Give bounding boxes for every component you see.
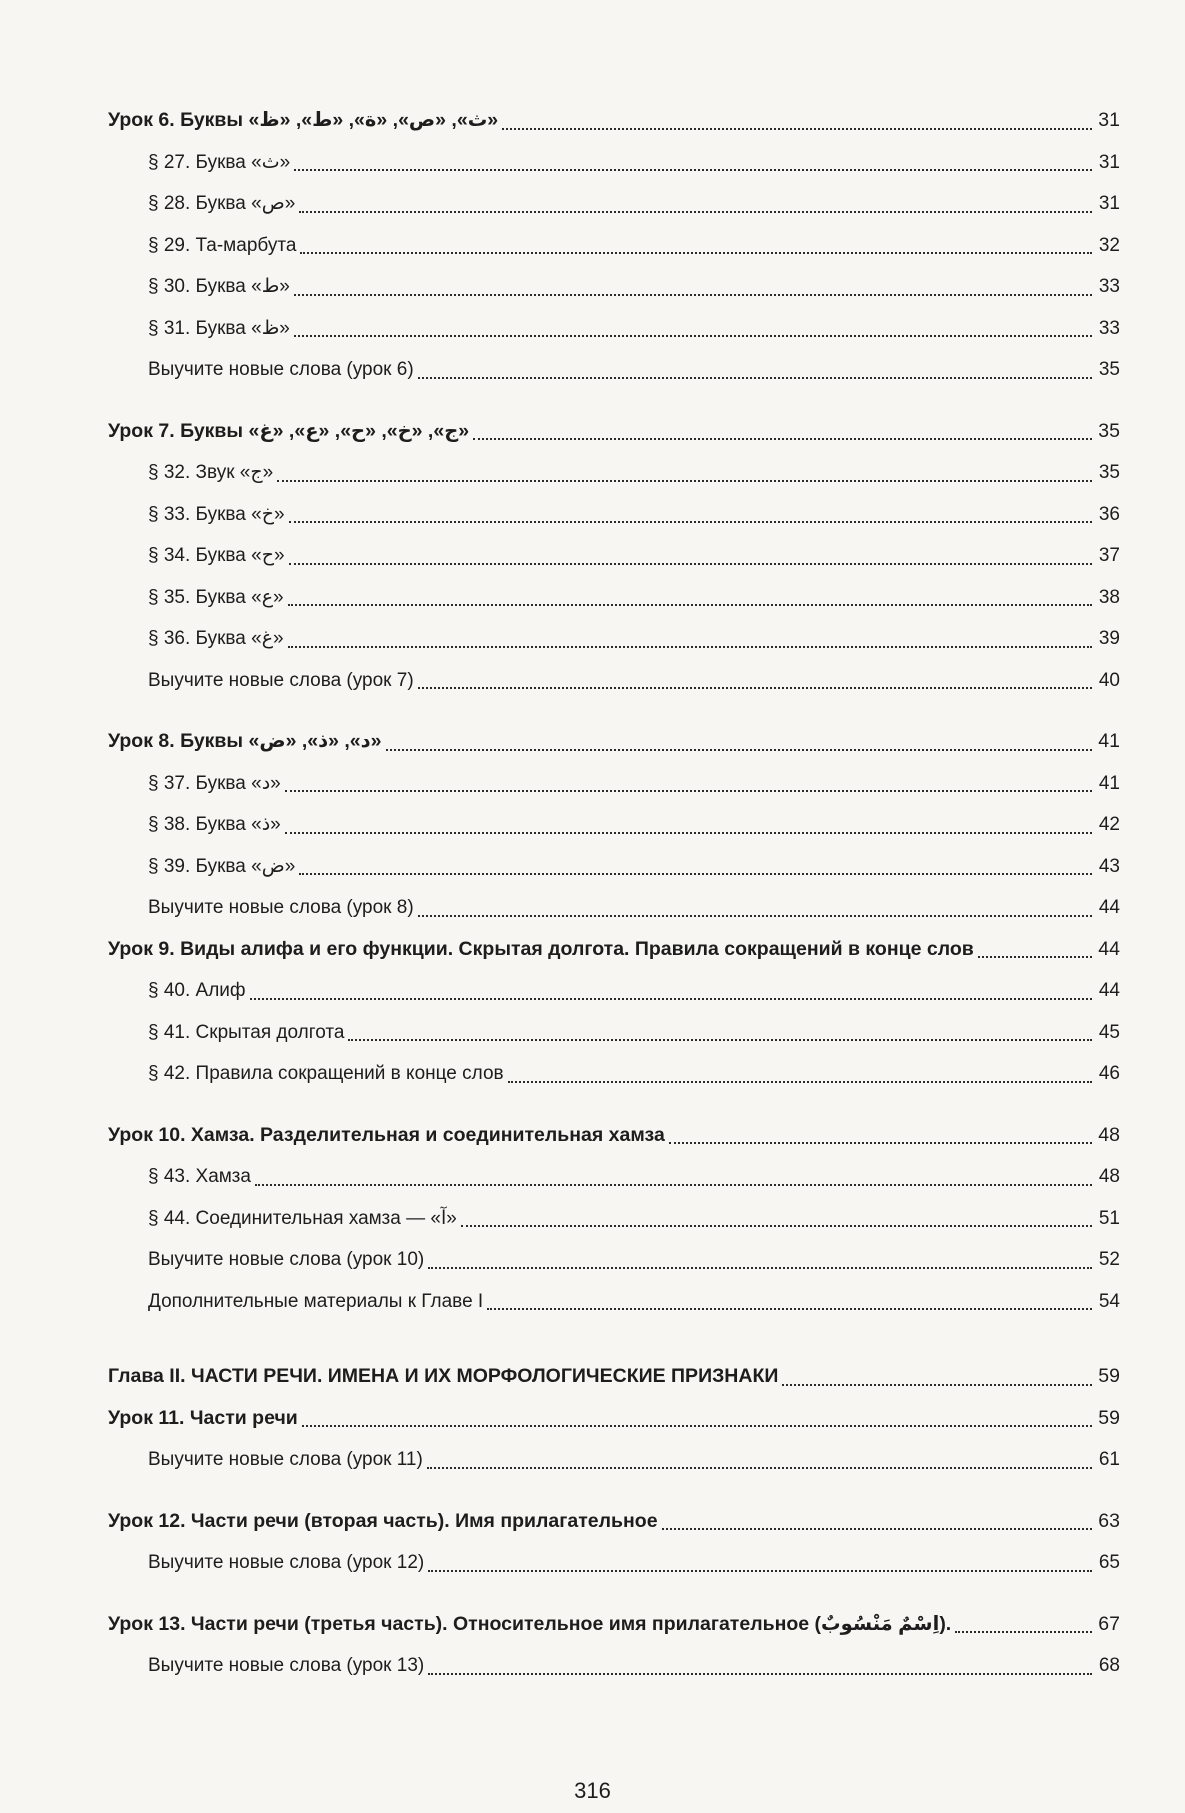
toc-entry-page: 67 [1098,1612,1120,1635]
table-of-contents [108,100,1120,1687]
toc-entry-title: Урок 9. Виды алифа и его функции. Скрытая долгота. Правила сокращений в конце слов [108,937,974,960]
toc-entry-title: Глава II. ЧАСТИ РЕЧИ. ИМЕНА И ИХ МОРФОЛОГИЧЕСКИЕ ПРИЗНАКИ [108,1365,779,1387]
dot-leader [662,1528,1092,1530]
toc-entry-page: 43 [1098,855,1120,877]
toc-entry-title: Выучите новые слова (урок 12) [148,1552,425,1573]
toc-entry-page: 54 [1098,1290,1120,1312]
section-spacer [108,701,1120,721]
dot-leader [978,956,1092,958]
dot-leader [277,480,1092,482]
toc-entry-page: 48 [1098,1166,1120,1187]
toc-section-entry[interactable] [108,970,1120,1012]
dot-leader [294,335,1092,337]
toc-entry-page: 68 [1098,1655,1120,1676]
toc-section-entry[interactable] [108,225,1120,267]
toc-entry-page: 31 [1098,193,1120,214]
toc-section-entry[interactable] [108,1439,1120,1481]
toc-section-entry[interactable] [108,1281,1120,1323]
toc-chapter-entry[interactable] [108,1356,1120,1398]
toc-section-entry[interactable] [108,1198,1120,1240]
dot-leader [288,646,1092,648]
toc-section-entry[interactable] [108,1053,1120,1095]
toc-entry-page: 31 [1098,151,1120,173]
toc-entry-title: Урок 12. Части речи (вторая часть). Имя прилагательное [108,1509,658,1532]
dot-leader [288,604,1092,606]
dot-leader [669,1142,1092,1144]
toc-entry-page: 59 [1098,1406,1120,1429]
toc-entry-title: § 35. Буква «ع» [148,586,284,608]
dot-leader [285,832,1092,834]
toc-entry-title: § 37. Буква «د» [148,772,281,794]
toc-entry-title: Урок 6. Буквы «ث», «ص», «ة», «ط», «ظ» [108,109,499,131]
toc-entry-page: 35 [1098,462,1120,483]
section-spacer [108,391,1120,411]
toc-lesson-entry[interactable] [108,1604,1120,1646]
toc-section-entry[interactable] [108,452,1120,494]
dot-leader [427,1467,1092,1469]
toc-section-entry[interactable] [108,1012,1120,1054]
toc-entry-page: 38 [1098,586,1120,608]
toc-entry-page: 46 [1098,1063,1120,1084]
dot-leader [418,377,1092,379]
dot-leader [428,1267,1092,1269]
dot-leader [461,1225,1092,1227]
toc-entry-page: 52 [1098,1249,1120,1270]
toc-section-entry[interactable] [108,535,1120,577]
toc-entry-title: Выучите новые слова (урок 11) [148,1449,423,1470]
dot-leader [348,1039,1092,1041]
toc-section-entry[interactable] [108,183,1120,225]
toc-entry-title: Урок 13. Части речи (третья часть). Относительное имя прилагательное (اِسْمٌ مَنْسُوبٌ). [108,1612,952,1635]
dot-leader [285,790,1092,792]
dot-leader [418,687,1092,689]
toc-section-entry[interactable] [108,887,1120,929]
toc-entry-page: 33 [1098,317,1120,339]
toc-entry-title: § 27. Буква «ث» [148,151,291,173]
toc-entry-page: 48 [1098,1123,1120,1146]
toc-section-entry[interactable] [108,660,1120,702]
toc-section-entry[interactable] [108,577,1120,619]
toc-entry-title: § 39. Буква «ض» [148,855,296,877]
toc-lesson-entry[interactable] [108,1398,1120,1440]
toc-entry-title: § 33. Буква «خ» [148,503,285,525]
toc-section-entry[interactable] [108,142,1120,184]
toc-section-entry[interactable] [108,846,1120,888]
toc-entry-page: 33 [1098,276,1120,297]
toc-entry-title: Урок 11. Части речи [108,1406,298,1429]
toc-entry-page: 40 [1098,669,1120,691]
toc-section-entry[interactable] [108,618,1120,660]
dot-leader [428,1570,1092,1572]
toc-entry-title: § 32. Звук «ج» [148,462,274,483]
toc-entry-title: § 41. Скрытая долгота [148,1021,345,1043]
dot-leader [955,1631,1092,1633]
toc-entry-title: Выучите новые слова (урок 13) [148,1655,425,1676]
toc-entry-page: 61 [1098,1449,1120,1470]
toc-entry-title: Выучите новые слова (урок 10) [148,1249,425,1270]
page-number: 316 [574,1778,611,1803]
toc-entry-page: 35 [1098,359,1120,380]
toc-entry-page: 42 [1098,814,1120,835]
toc-lesson-entry[interactable] [108,100,1120,142]
toc-lesson-entry[interactable] [108,1115,1120,1157]
dot-leader [255,1184,1092,1186]
dot-leader [428,1673,1092,1675]
toc-section-entry[interactable] [108,349,1120,391]
toc-section-entry[interactable] [108,1645,1120,1687]
toc-lesson-entry[interactable] [108,1501,1120,1543]
dot-leader [289,563,1092,565]
toc-section-entry[interactable] [108,308,1120,350]
toc-section-entry[interactable] [108,266,1120,308]
toc-lesson-entry[interactable] [108,929,1120,971]
toc-entry-title: § 30. Буква «ط» [148,276,290,297]
toc-entry-title: § 38. Буква «ذ» [148,814,281,835]
toc-lesson-entry[interactable] [108,411,1120,453]
toc-entry-title: Выучите новые слова (урок 6) [148,359,414,380]
toc-entry-page: 59 [1098,1365,1120,1387]
dot-leader [508,1081,1092,1083]
toc-entry-title: Выучите новые слова (урок 8) [148,897,414,918]
toc-section-entry[interactable] [108,763,1120,805]
dot-leader [502,128,1092,130]
toc-entry-title: § 36. Буква «غ» [148,628,284,649]
toc-entry-title: § 28. Буква «ص» [148,193,296,214]
toc-entry-page: 36 [1098,503,1120,525]
toc-entry-page: 44 [1098,980,1120,1001]
toc-entry-page: 37 [1098,545,1120,566]
dot-leader [294,294,1092,296]
toc-entry-title: § 44. Соединительная хамза — «آ» [148,1207,457,1229]
toc-entry-page: 45 [1098,1021,1120,1043]
dot-leader [386,749,1093,751]
section-spacer [108,1584,1120,1604]
toc-entry-page: 41 [1098,772,1120,794]
chapter-spacer [108,1322,1120,1356]
toc-entry-page: 35 [1098,419,1120,442]
toc-section-entry[interactable] [108,1239,1120,1281]
dot-leader [473,438,1092,440]
toc-entry-page: 63 [1098,1509,1120,1532]
toc-entry-page: 31 [1098,109,1120,131]
toc-entry-title: § 43. Хамза [148,1166,251,1187]
section-spacer [108,1095,1120,1115]
toc-entry-title: Урок 7. Буквы «ج», «خ», «ح», «ع», «غ» [108,419,470,442]
toc-entry-title: Дополнительные материалы к Главе I [148,1290,484,1312]
toc-entry-page: 44 [1098,897,1120,918]
toc-section-entry[interactable] [108,804,1120,846]
toc-entry-page: 39 [1098,628,1120,649]
dot-leader [294,169,1092,171]
toc-section-entry[interactable] [108,1156,1120,1198]
toc-entry-title: § 40. Алиф [148,980,246,1001]
dot-leader [418,915,1092,917]
dot-leader [299,211,1092,213]
toc-section-entry[interactable] [108,494,1120,536]
toc-entry-title: § 42. Правила сокращений в конце слов [148,1063,504,1084]
toc-entry-title: § 31. Буква «ظ» [148,317,290,339]
toc-entry-title: § 29. Та-марбута [148,234,297,256]
dot-leader [250,998,1092,1000]
toc-lesson-entry[interactable] [108,721,1120,763]
toc-entry-title: Выучите новые слова (урок 7) [148,669,414,691]
toc-entry-page: 41 [1098,730,1120,752]
dot-leader [302,1425,1092,1427]
dot-leader [289,521,1092,523]
toc-entry-page: 51 [1098,1207,1120,1229]
toc-entry-page: 65 [1098,1552,1120,1573]
toc-entry-title: Урок 10. Хамза. Разделительная и соединительная хамза [108,1123,665,1146]
toc-entry-page: 32 [1098,234,1120,256]
toc-entry-title: § 34. Буква «ح» [148,545,285,566]
toc-entry-title: Урок 8. Буквы «د», «ذ», «ض» [108,730,382,752]
dot-leader [300,252,1092,254]
dot-leader [487,1308,1092,1310]
section-spacer [108,1481,1120,1501]
dot-leader [782,1384,1092,1386]
dot-leader [299,873,1092,875]
toc-section-entry[interactable] [108,1542,1120,1584]
toc-entry-page: 44 [1098,937,1120,960]
